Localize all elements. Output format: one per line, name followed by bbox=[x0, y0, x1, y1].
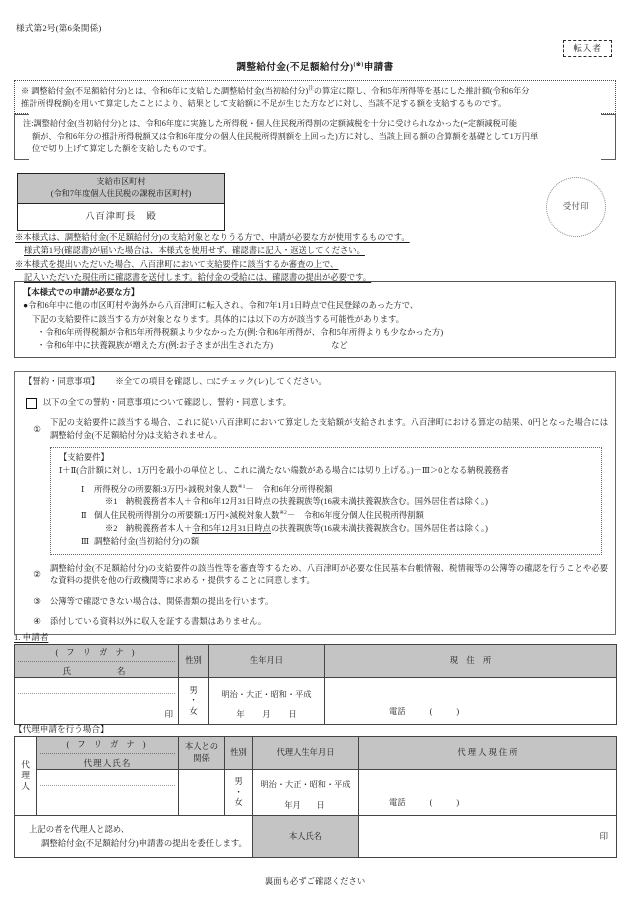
municipality-header-line2: (令和7年度個人住民税の課税市区町村) bbox=[50, 188, 192, 198]
agent-name-header bbox=[37, 737, 179, 770]
usage-note-2: ※本様式を提出いただいた場合、八百津町において支給要件に該当するか審査の上で、 bbox=[15, 259, 339, 269]
agent-tel-paren-open: ( bbox=[429, 798, 433, 808]
pledge-agree-label: 以下の全ての誓約・同意事項について確認し、誓約・同意します。 bbox=[43, 398, 292, 408]
requirements-formula: Ⅰ＋Ⅱ(合計額に対し、1万円を最小の単位とし、これに満たない端数がある場合には切り上げる。)－Ⅲ＞0となる納税義務者 bbox=[59, 465, 509, 475]
agent-address-header: 代 理 人 現 住 所 bbox=[359, 737, 617, 770]
applicant-gender-field[interactable] bbox=[179, 678, 209, 725]
applicant-address-field[interactable] bbox=[325, 678, 617, 725]
agent-gender-field[interactable] bbox=[225, 770, 253, 816]
requirements-box bbox=[50, 447, 602, 555]
applicant-year-label: 年 bbox=[236, 710, 245, 720]
requirement-item-1-sup: ※1 bbox=[237, 483, 246, 490]
requirement-note-2-head: ※2 bbox=[105, 523, 118, 533]
usage-note-3: 記入いただいた現住所に確認書を送付します。給付金の受給には、確認書の提出が必要です。 bbox=[24, 273, 372, 283]
definition-note-superscript: 注 bbox=[308, 86, 314, 92]
pledge-item-3 bbox=[24, 596, 608, 608]
agent-name-label: 代理人氏名 bbox=[83, 758, 132, 769]
applicant-name-seal-label: 印 bbox=[164, 710, 173, 720]
eligibility-line4 bbox=[23, 339, 607, 352]
municipality-header-line1: 支給市区町村 bbox=[96, 177, 146, 186]
title-superscript: (※) bbox=[353, 62, 364, 68]
pledge-item-4 bbox=[24, 616, 608, 628]
applicant-day-label: 日 bbox=[288, 710, 297, 720]
applicant-gender-male[interactable]: 男 bbox=[189, 685, 198, 695]
requirement-item-3 bbox=[59, 536, 593, 549]
applicant-tel-row bbox=[325, 682, 616, 721]
definition-note-line2: 推計所得税額)を用いて算定したことにより、結果として支給額に不足が生じた方などに対し、当該不足する額を支給するものです。 bbox=[21, 99, 507, 109]
eligibility-line4-tail: など bbox=[331, 341, 348, 351]
agent-furigana-label: ( フ リ ガ ナ ) bbox=[40, 737, 175, 754]
agent-gender-header: 性別 bbox=[225, 737, 253, 770]
pledge-item-1-number: ① bbox=[33, 424, 41, 434]
delegation-statement bbox=[15, 816, 252, 857]
requirements-title: 【支給要件】 bbox=[59, 453, 109, 463]
requirement-note-1-text: 納税義務者本人＋令和6年12月31日時点 bbox=[125, 497, 271, 507]
eligibility-line4-text: ・令和6年中に扶養親族が増えた方(例:お子さまが出生された方) bbox=[37, 341, 273, 351]
footnote-line1: 注:調整給付金(当初給付分)とは、令和6年度に実施した所得税・個人住民税所得割の定額減税を十分に受けられなかった(=定額減税可能 bbox=[23, 119, 518, 128]
principal-name-header: 本人氏名 bbox=[253, 816, 359, 858]
requirement-note-2 bbox=[59, 523, 593, 536]
eligibility-line2: 下記の支給要件に該当する方が対象となります。具体的には以下の方が該当する可能性があります。 bbox=[32, 314, 405, 324]
requirement-note-2-tail: の扶養親族等(16歳未満扶養親族含む。国外居住者は除く。) bbox=[270, 523, 488, 533]
pledge-item-2-number: ② bbox=[33, 570, 41, 580]
title-tail: 申請書 bbox=[363, 62, 394, 74]
applicant-section-label: 1. 申請者 bbox=[14, 632, 49, 642]
agent-year-month-label: 年月 bbox=[284, 801, 301, 811]
requirement-item-2-tail: － 令和6年度分個人住民税所得割額 bbox=[286, 511, 424, 521]
agent-relation-header-line1: 本人との bbox=[184, 742, 219, 752]
usage-note-1: 様式第1号(確認書)が届いた場合は、本様式を使用せず、確認書に記入・返送してください。 bbox=[24, 246, 365, 256]
requirement-note-1 bbox=[59, 496, 593, 509]
municipality-header bbox=[18, 174, 224, 204]
requirement-item-2-sup: ※2 bbox=[279, 510, 287, 517]
eligibility-box bbox=[14, 281, 616, 358]
pledge-hint: ※全ての項目を確認し、□にチェック(レ)してください。 bbox=[115, 377, 327, 386]
applicant-gender-female[interactable]: 女 bbox=[189, 706, 198, 716]
pledge-item-3-text: 公簿等で確認できない場合は、関係書類の提出を行います。 bbox=[50, 596, 274, 606]
delegation-line1: 上記の者を代理人と認め、 bbox=[29, 825, 130, 835]
applicant-name-header bbox=[15, 645, 179, 678]
applicant-month-label: 月 bbox=[262, 710, 271, 720]
usage-notes bbox=[15, 231, 535, 285]
principal-seal-label: 印 bbox=[599, 831, 608, 841]
applicant-tel-label: 電話 bbox=[389, 706, 406, 716]
requirement-note-1-head: ※1 bbox=[105, 497, 118, 507]
definition-note-box bbox=[14, 80, 616, 114]
pledge-title: 【誓約・同意事項】 bbox=[24, 377, 100, 386]
agent-birthdate-field[interactable] bbox=[253, 770, 359, 816]
title-main: 調整給付金(不足額給付分) bbox=[236, 62, 354, 74]
page-title bbox=[0, 61, 630, 75]
agent-tel-label: 電話 bbox=[389, 798, 406, 808]
footnote-line2: 額が、令和6年分の推計所得税額又は令和6年度分の個人住民税所得割額を上回った)方に対し、当該上回る額の合算額を基礎として1万円単 bbox=[32, 131, 539, 141]
applicant-table-input-row bbox=[15, 678, 617, 725]
pledge-box bbox=[14, 371, 616, 635]
applicant-birthdate-header: 生年月日 bbox=[209, 645, 325, 678]
agent-tel-paren-close: ) bbox=[456, 798, 460, 808]
delegation-row bbox=[15, 816, 617, 858]
requirement-item-2-numeral: Ⅱ bbox=[81, 511, 87, 521]
agent-day-label: 日 bbox=[316, 801, 325, 811]
eligibility-line3: ・令和6年所得税額が令和5年所得税額より少なかった方(例:令和6年所得が、令和5年所得よりも少なかった方) bbox=[37, 327, 444, 337]
footnote-line3: 位で切り上げて算定した額を支給したものです。 bbox=[32, 144, 212, 154]
agent-era-choices[interactable]: 明治・大正・昭和・平成 bbox=[260, 780, 351, 790]
municipality-mayor: 八百津町長 殿 bbox=[85, 210, 157, 221]
agent-table-input-row bbox=[15, 770, 617, 816]
municipality-box bbox=[17, 173, 225, 231]
agent-address-field[interactable] bbox=[359, 770, 617, 816]
agent-vertical-label-cell bbox=[15, 737, 37, 816]
pledge-item-1 bbox=[24, 417, 608, 442]
requirement-item-2 bbox=[59, 509, 593, 523]
applicant-tel-paren-close: ) bbox=[456, 706, 460, 716]
footnote-box bbox=[14, 114, 616, 160]
pledge-item-4-text: 添付している資料以外に収入を証する書類はありません。 bbox=[50, 616, 267, 626]
receipt-seal-circle: 受付印 bbox=[546, 177, 606, 237]
requirement-item-1 bbox=[59, 483, 593, 497]
applicant-gender-separator: ・ bbox=[189, 696, 198, 706]
applicant-gender-choices bbox=[179, 684, 208, 720]
applicant-ymd-row bbox=[209, 701, 324, 724]
requirement-item-2-text: 個人住民税所得割分の所要額:1万円×減税対象人数 bbox=[94, 511, 280, 521]
requirement-item-1-numeral: Ⅰ bbox=[81, 484, 85, 494]
definition-note-line1: ※ 調整給付金(不足額給付分)とは、令和6年に支給した調整給付金(当初給付分) bbox=[21, 86, 309, 96]
checkbox-icon[interactable] bbox=[26, 398, 37, 409]
pledge-agree-row[interactable] bbox=[26, 397, 608, 409]
applicant-address-header: 現 住 所 bbox=[325, 645, 617, 678]
agent-tel-row bbox=[359, 773, 616, 812]
agent-table-header-row bbox=[15, 737, 617, 770]
agent-birthdate-header: 代理人生年月日 bbox=[253, 737, 359, 770]
agent-relation-header-line2: 関係 bbox=[193, 754, 210, 764]
requirement-note-2-pre: 納税義務者本人＋ bbox=[125, 523, 193, 533]
form-number: 様式第2号(第6条関係) bbox=[16, 23, 102, 33]
agent-gender-female[interactable]: 女 bbox=[234, 798, 243, 808]
applicant-birthdate-field[interactable] bbox=[209, 678, 325, 725]
pledge-item-4-number: ④ bbox=[33, 617, 41, 627]
applicant-era-choices[interactable]: 明治・大正・昭和・平成 bbox=[221, 690, 312, 700]
eligibility-title: 【本様式での申請が必要な方】 bbox=[23, 288, 140, 297]
pledge-item-2 bbox=[24, 563, 608, 588]
agent-ymd-row bbox=[253, 791, 358, 815]
requirement-item-3-text: 調整給付金(当初給付分)の額 bbox=[94, 536, 200, 546]
footer-note: 裏面も必ずご確認ください bbox=[264, 877, 366, 886]
applicant-tel-paren-open: ( bbox=[429, 706, 433, 716]
agent-name-field[interactable] bbox=[37, 770, 179, 816]
pledge-title-row bbox=[24, 376, 608, 388]
pledge-item-2-text: 調整給付金(不足額給付分)の支給要件の該当性等を審査等するため、八百津町が必要な住民基本台帳情報、税情報等の公簿等の確認を行うことや必要な資料の提供を他の行政機関等に求める・提供することに同意します。 bbox=[50, 563, 608, 586]
applicant-name-label: 氏 名 bbox=[62, 666, 131, 677]
principal-name-field[interactable] bbox=[359, 816, 617, 858]
transferee-stamp: 転入者 bbox=[563, 40, 612, 57]
eligibility-line1: ●令和6年中に他の市区町村や海外から八百津町に転入され、令和7年1月1日時点で住民登録のあった方で、 bbox=[23, 301, 419, 311]
definition-note-line1-cont: の算定に際し、令和5年所得等を基にした推計額(令和6年分 bbox=[313, 86, 530, 96]
requirement-note-2-underlined: 令和5年12月31日時点 bbox=[192, 523, 271, 533]
applicant-table-header-row bbox=[15, 645, 617, 678]
agent-section-label: 【代理申請を行う場合】 bbox=[14, 724, 109, 734]
pledge-item-1-text: 下記の支給要件に該当する場合、これに従い八百津町において算定した支給額が支給されます。八百津町における算定の結果、0円となった場合には調整給付金(不足額給付分)は支給されません。 bbox=[50, 418, 608, 440]
requirement-item-3-numeral: Ⅲ bbox=[81, 536, 90, 546]
applicant-gender-header: 性別 bbox=[179, 645, 209, 678]
applicant-table bbox=[14, 644, 617, 725]
requirement-note-1-tail: の扶養親族等(16歳未満扶養親族含む。国外居住者は除く。) bbox=[270, 497, 488, 507]
agent-vertical-label: 代理人 bbox=[20, 760, 31, 793]
agent-gender-choices bbox=[225, 775, 252, 811]
agent-gender-male[interactable]: 男 bbox=[234, 777, 243, 787]
agent-relation-field[interactable] bbox=[179, 770, 225, 816]
agent-relation-header bbox=[179, 737, 225, 770]
agent-table bbox=[14, 736, 617, 858]
applicant-furigana-label: ( フ リ ガ ナ ) bbox=[18, 645, 175, 662]
requirement-item-1-tail: － 令和6年分所得税額 bbox=[245, 484, 333, 494]
applicant-name-field[interactable] bbox=[15, 678, 179, 725]
agent-furigana-ruleline bbox=[40, 785, 175, 786]
pledge-item-3-number: ③ bbox=[33, 596, 41, 606]
agent-gender-separator: ・ bbox=[234, 787, 243, 797]
delegation-line2: 調整給付金(不足額給付分)申請書の提出を委任します。 bbox=[41, 838, 247, 848]
requirement-item-1-text: 所得税分の所要額:3万円×減税対象人数 bbox=[94, 484, 238, 494]
applicant-furigana-ruleline bbox=[18, 693, 175, 694]
usage-note-0: ※本様式は、調整給付金(不足額給付分)の支給対象となりうる方で、申請が必要な方が使用するものです。 bbox=[15, 233, 410, 242]
delegation-statement-cell bbox=[15, 816, 253, 858]
